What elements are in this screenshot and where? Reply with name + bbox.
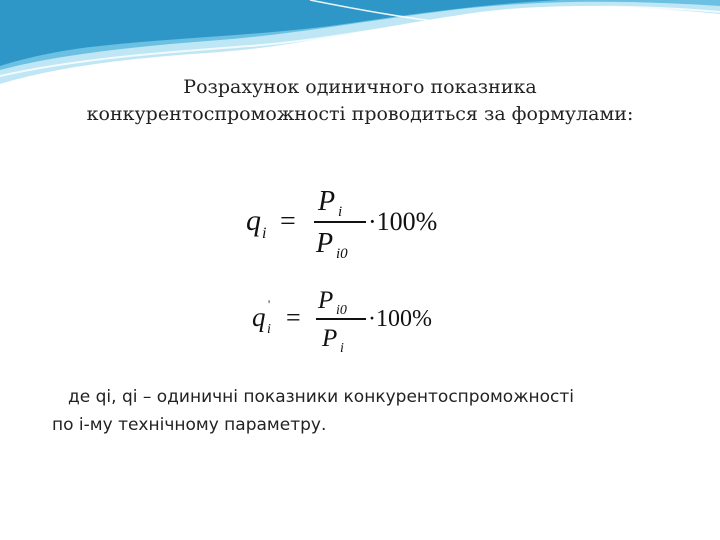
formula-explanation [52,383,692,439]
slide-title [20,74,700,128]
formula-1-lhs-var: q [246,204,261,237]
formula-2-multiplier: ·100% [368,306,432,332]
slide-title-line-2: конкурентоспроможності проводиться за формулами: [86,103,634,125]
formula-2-num-sub: i0 [336,303,347,318]
formula-1-den-var: P [316,228,334,259]
formula-2-den-var: P [322,325,338,352]
formula-1 [218,176,470,268]
formula-1-lhs-sub: i [262,225,267,242]
formula-1-num-sub: i [338,204,343,220]
formula-1-equals: = [280,206,296,237]
formula-1-num-var: P [318,186,336,217]
slide-title-line-1: Розрахунок одиничного показника [183,76,537,98]
formula-explanation-line-1: де qi, qi – одиничні показники конкурентоспроможності [68,387,574,407]
formula-2-den-sub: i [340,341,344,356]
formula-2-equals: = [286,303,301,332]
formula-2-num-var: P [318,287,334,314]
formula-2-lhs-var: q [252,302,266,332]
formula-2-lhs-sup: ' [268,297,271,311]
formula-2-lhs-sub: i [267,322,271,337]
formula-1-den-sub: i0 [336,246,348,262]
formula-1-multiplier: ·100% [368,207,438,236]
formula-2 [218,278,458,360]
formula-explanation-line-2: по і-му технічному параметру. [52,415,327,435]
